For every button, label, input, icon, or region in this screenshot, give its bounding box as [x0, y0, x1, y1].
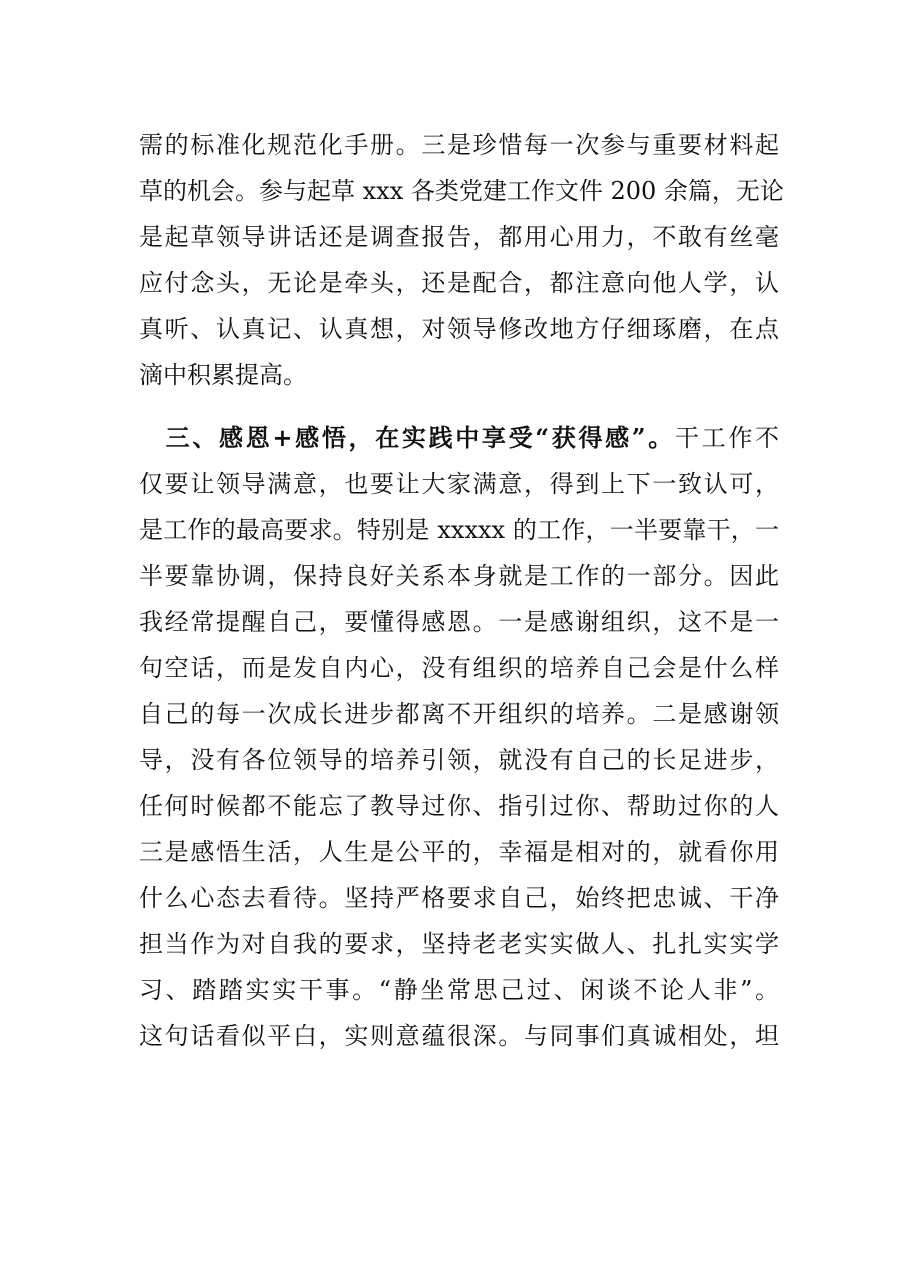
body-text [139, 122, 784, 1059]
section-heading: 三、感恩+感悟，在实践中享受“获得感”。 [163, 423, 675, 452]
paragraph-2-line-3: 是工作的最高要求。特别是 xxxxx 的工作，一半要靠干，一 [139, 516, 779, 544]
paragraph-1-line-2: 草的机会。参与起草 xxx 各类党建工作文件 200 余篇，无论 [139, 177, 784, 205]
section-heading-tail: 干工作不 [674, 424, 780, 452]
paragraph-1-line-5: 真听、认真记、认真想，对领导修改地方仔细琢磨，在点 [139, 315, 779, 343]
paragraph-2-line-12: 担当作为对自我的要求，坚持老老实实做人、扎扎实实学 [139, 930, 779, 958]
paragraph-2-line-14: 这句话看似平白，实则意蕴很深。与同事们真诚相处，坦 [139, 1022, 779, 1050]
paragraph-spacer [139, 398, 779, 415]
paragraph-2-line-2: 仅要让领导满意，也要让大家满意，得到上下一致认可， [139, 470, 779, 498]
paragraph-2-line-8: 导，没有各位领导的培养引领，就没有自己的长足进步， [139, 746, 779, 774]
paragraph-2-line-9: 任何时候都不能忘了教导过你、指引过你、帮助过你的人 [139, 792, 779, 820]
paragraph-2-line-5: 我经常提醒自己，要懂得感恩。一是感谢组织，这不是一 [139, 608, 779, 636]
paragraph-1-line-6: 滴中积累提高。 [139, 361, 307, 389]
paragraph-2-line-10: 三是感悟生活，人生是公平的，幸福是相对的，就看你用 [139, 838, 779, 866]
paragraph-2-line-13: 习、踏踏实实干事。“静坐常思己过、闲谈不论人非”。 [139, 976, 779, 1004]
paragraph-2-line-4: 半要靠协调，保持良好关系本身就是工作的一部分。因此 [139, 562, 779, 590]
paragraph-2-line-6: 句空话，而是发自内心，没有组织的培养自己会是什么样 [139, 654, 779, 682]
paragraph-2-line-7: 自己的每一次成长进步都离不开组织的培养。二是感谢领 [139, 700, 779, 728]
paragraph-1-line-3: 是起草领导讲话还是调查报告，都用心用力，不敢有丝毫 [139, 223, 779, 251]
paragraph-2-line-1 [139, 415, 779, 461]
paragraph-1-line-1: 需的标准化规范化手册。三是珍惜每一次参与重要材料起 [139, 131, 779, 159]
paragraph-2-line-11: 什么心态去看待。坚持严格要求自己，始终把忠诚、干净 [139, 884, 779, 912]
paragraph-1-line-4: 应付念头，无论是牵头，还是配合，都注意向他人学，认 [139, 269, 779, 297]
